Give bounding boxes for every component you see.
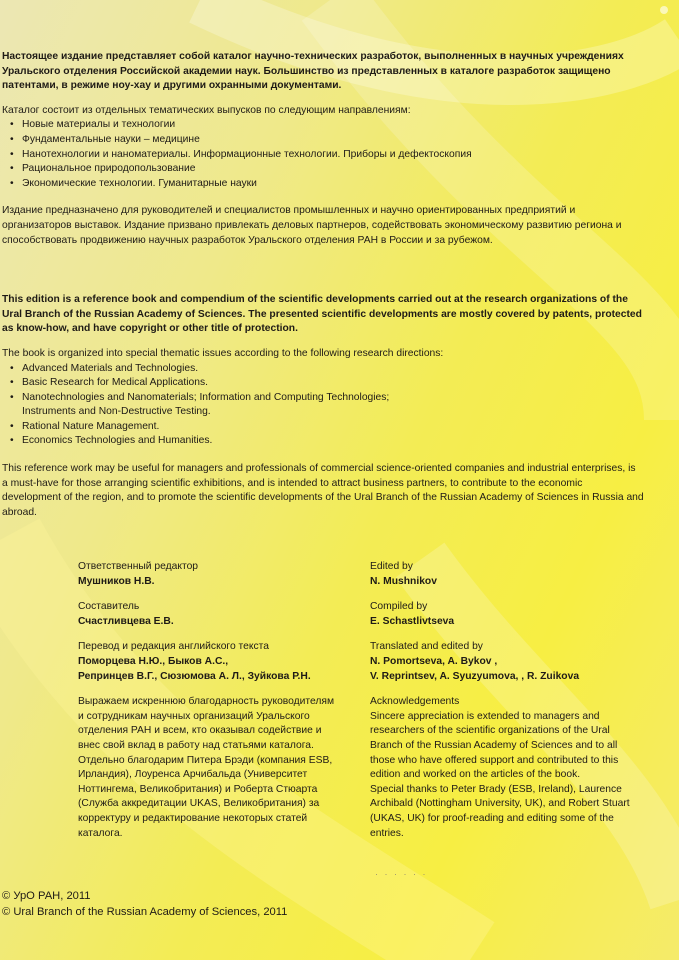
ru-compiler-name: Счастливцева Е.В. — [78, 615, 174, 627]
ru-intro: Настоящее издание представляет собой каталог научно-технических разработок, выполненных в научных учреждениях Уральского отделения Российской академии наук. Большинство из представленных в каталоге разработок защищено патентами, в режиме ноу-хау и другими охранными документами. — [2, 51, 624, 92]
en-translators-line-2: V. Reprintsev, A. Syuzyumova, , R. Zuikova — [370, 670, 580, 682]
en-intro: This edition is a reference book and compendium of the scientific developments carried out at the research organizations of the Ural Branch of the Russian Academy of Sciences. The presented scientific developments are mostly covered by patents, protected as know-how, and have copyright or other title of protection. — [2, 294, 642, 335]
list-item: • Рациональное природопользование — [2, 162, 644, 177]
main-text — [2, 50, 644, 520]
list-item: • Basic Research for Medical Applications. — [2, 376, 644, 391]
ru-thanks-2: Отдельно благодарим Питера Брэди (компания ESB, Ирландия), Лоуренса Арчибальда (Университет Ноттингема, Великобритания) и Роберта Стюарта (Служба аккредитации UKAS, Великобритания) за корректуру и редактирование некоторых статей каталога. — [78, 754, 333, 839]
ru-editor — [78, 560, 340, 589]
list-item: • Экономические технологии. Гуманитарные науки — [2, 177, 644, 192]
en-translation — [370, 640, 632, 684]
credits-ru-column — [78, 560, 340, 852]
list-item: • Новые материалы и технологии — [2, 118, 644, 133]
list-item: • Фундаментальные науки – медицине — [2, 133, 644, 148]
en-translation-label: Translated and edited by — [370, 641, 483, 653]
faint-stamp: · · · · · · — [375, 869, 428, 879]
en-directions-block — [2, 347, 644, 449]
ru-compiler-label: Составитель — [78, 601, 140, 613]
ru-directions-block — [2, 104, 644, 192]
copyright-en: © Ural Branch of the Russian Academy of Sciences, 2011 — [2, 906, 288, 918]
list-item: • Rational Nature Management. — [2, 420, 644, 435]
ru-editor-name: Мушников Н.В. — [78, 575, 155, 587]
en-ack-label: Acknowledgements — [370, 696, 460, 708]
credits-en-column — [370, 560, 632, 852]
en-compiler-name: E. Schastlivtseva — [370, 615, 455, 627]
en-catalog-lead: The book is organized into special thematic issues according to the following research directions: — [2, 347, 444, 359]
ru-editor-label: Ответственный редактор — [78, 561, 199, 572]
ru-compiler — [78, 600, 340, 629]
ru-purpose: Издание предназначено для руководителей и специалистов промышленных и научно ориентированных предприятий и организаторов выставок. Издание призвано привлекать деловых партнеров, содействовать экономическому развитию региона и способствовать продвижению научных разработок Уральского отделения РАН в России и за рубежом. — [2, 205, 622, 246]
ru-catalog-lead: Каталог состоит из отдельных тематических выпусков по следующим направлениям: — [2, 104, 411, 116]
copyright — [2, 888, 287, 920]
en-compiler-label: Compiled by — [370, 601, 428, 613]
en-acknowledgements — [370, 695, 632, 841]
en-compiler — [370, 600, 632, 629]
en-editor — [370, 560, 632, 589]
en-directions-list — [2, 362, 644, 450]
list-item: • Economics Technologies and Humanities. — [2, 434, 644, 449]
en-ack-2: Special thanks to Peter Brady (ESB, Ireland), Laurence Archibald (Nottingham University, UK), and Robert Stuart (UKAS, UK) for proof-reading and editing some of the entries. — [370, 783, 630, 839]
ru-translators-line-2: Репринцев В.Г., Сюзюмова А. Л., Зуйкова Р.Н. — [78, 670, 311, 682]
list-item: • Нанотехнологии и наноматериалы. Информационные технологии. Приборы и дефектоскопия — [2, 148, 644, 163]
ru-translators-line-1: Поморцева Н.Ю., Быков А.С., — [78, 655, 229, 667]
en-purpose: This reference work may be useful for managers and professionals of commercial science-oriented companies and industrial enterprises, is a must-have for those arranging scientific exhibitions, and is intended to attract business partners, to contribute to the economic development of the region, and to promote the scientific developments of the Ural Branch of the Russian Academy of Sciences in Russia and abroad. — [2, 463, 644, 518]
en-translators-line-1: N. Pomortseva, A. Bykov , — [370, 655, 498, 667]
ru-thanks-1: Выражаем искреннюю благодарность руководителям и сотрудникам научных организаций Уральского отделения РАН и всем, кто оказывал содействие и внес свой вклад в работу над статьями каталога. — [78, 696, 335, 751]
ru-directions-list — [2, 118, 644, 191]
en-ack-1: Sincere appreciation is extended to managers and researchers of the scientific organizations of the Ural Branch of the Russian Academy of Sciences and to all those who have offered support and contributed to this edition and worked on the articles of the book. — [370, 710, 619, 781]
list-item: • Advanced Materials and Technologies. — [2, 362, 644, 377]
copyright-ru: © УрО РАН, 2011 — [2, 890, 91, 902]
list-item: • Nanotechnologies and Nanomaterials; Information and Computing Technologies; Instruments and Non-Destructive Testing. — [2, 391, 644, 420]
ru-translation — [78, 640, 340, 684]
en-editor-name: N. Mushnikov — [370, 575, 437, 587]
ru-thanks — [78, 695, 340, 841]
corner-dot-icon — [656, 2, 672, 18]
ru-translation-label: Перевод и редакция английского текста — [78, 641, 269, 653]
en-editor-label: Edited by — [370, 561, 413, 572]
